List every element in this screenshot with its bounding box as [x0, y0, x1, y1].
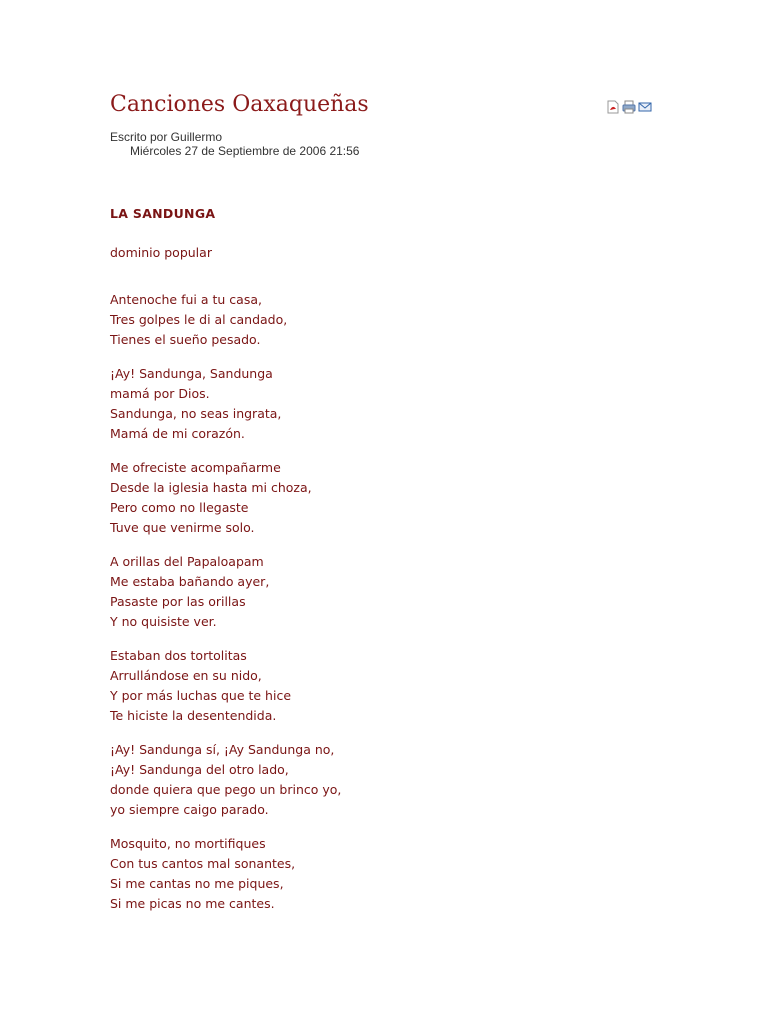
verse-line: Desde la iglesia hasta mi choza,	[110, 480, 312, 495]
verse-line: mamá por Dios.	[110, 386, 210, 401]
verse-line: Mamá de mi corazón.	[110, 426, 245, 441]
verse-line: Tres golpes le di al candado,	[110, 312, 288, 327]
verse-line: Pasaste por las orillas	[110, 594, 246, 609]
article-toolbar	[606, 100, 652, 114]
verse-line: Arrullándose en su nido,	[110, 668, 262, 683]
stanza	[110, 740, 670, 820]
pdf-icon[interactable]	[606, 100, 620, 114]
verse-line: ¡Ay! Sandunga, Sandunga	[110, 366, 273, 381]
verse-line: Y por más luchas que te hice	[110, 688, 292, 703]
verse-line: Si me cantas no me piques,	[110, 876, 284, 891]
stanza	[110, 552, 670, 632]
verse-line: Y no quisiste ver.	[110, 614, 217, 629]
verse-line: Sandunga, no seas ingrata,	[110, 406, 282, 421]
print-icon[interactable]	[622, 100, 636, 114]
song-author: dominio popular	[110, 245, 212, 260]
stanza	[110, 364, 670, 444]
verse-line: Pero como no llegaste	[110, 500, 249, 515]
verse-line: ¡Ay! Sandunga sí, ¡Ay Sandunga no,	[110, 742, 335, 757]
verse-line: Me estaba bañando ayer,	[110, 574, 270, 589]
article-title: Canciones Oaxaqueñas	[110, 92, 369, 117]
verse-line: Antenoche fui a tu casa,	[110, 292, 262, 307]
verse-line: Si me picas no me cantes.	[110, 896, 275, 911]
email-icon[interactable]	[638, 100, 652, 114]
verse-line: ¡Ay! Sandunga del otro lado,	[110, 762, 289, 777]
article-body	[110, 204, 670, 928]
verse-line: A orillas del Papaloapam	[110, 554, 264, 569]
article-meta	[110, 130, 359, 158]
verse-line: Te hiciste la desentendida.	[110, 708, 277, 723]
verse-line: yo siempre caigo parado.	[110, 802, 269, 817]
song-title: LA SANDUNGA	[110, 206, 216, 221]
publish-date: Miércoles 27 de Septiembre de 2006 21:56	[130, 144, 360, 158]
verse-line: Tuve que venirme solo.	[110, 520, 255, 535]
stanza	[110, 834, 670, 914]
verse-line: Me ofreciste acompañarme	[110, 460, 281, 475]
verse-line: Mosquito, no mortifiques	[110, 836, 266, 851]
verse-line: Tienes el sueño pesado.	[110, 332, 261, 347]
verse-line: donde quiera que pego un brinco yo,	[110, 782, 342, 797]
verse-line: Con tus cantos mal sonantes,	[110, 856, 296, 871]
stanza	[110, 290, 670, 350]
stanza	[110, 458, 670, 538]
stanza	[110, 646, 670, 726]
verse-line: Estaban dos tortolitas	[110, 648, 247, 663]
author-line: Escrito por Guillermo	[110, 130, 223, 144]
